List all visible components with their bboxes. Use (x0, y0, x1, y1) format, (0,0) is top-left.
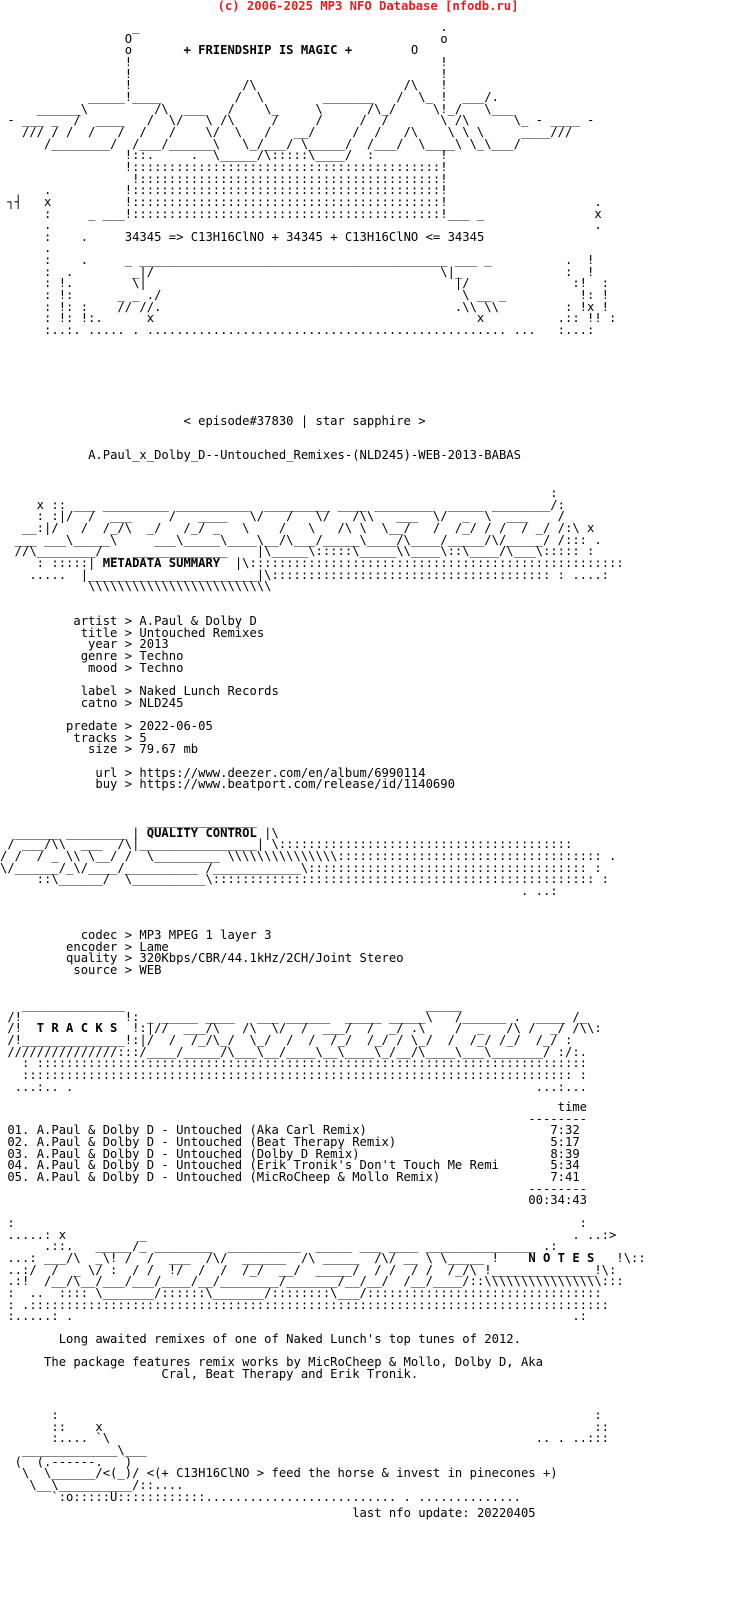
field-value[interactable]: https://www.beatport.com/release/id/1140690 (139, 777, 455, 792)
track-time: 7:41 (542, 1169, 580, 1184)
tracks-title: T R A C K S (36, 1021, 118, 1036)
field-key: size (0, 742, 118, 757)
notes-text (0, 1334, 543, 1381)
quality-title: QUALITY CONTROL (146, 825, 257, 840)
notes-header-art: : : .....: x _ . ..:> .::. _____/_ ________ __________ _____ ___ ____ _______________ .: ...: ___/\ _\! / / ___ /\/ ______ /\ _____ /\/ __ \ \_____ ! N O T E S !\:: ..:/ / _ \/ : / / !/ / / /_/ __/ _____/ / / / / /_/\ !______________!\: .:! /__/\__/___/___/____/__/________/_______/__/__/ /__/____/::\\\\\\\\\\\\\\\\::: : .. :::: \_______/::::::\_______/::::::::\___/:::::::::::::::::::::::::::::::: : .::::::::::::::::::::::::::::::::::::::::::::::::::::::::::::::::::::::::::::::: :.....: . .: (7, 1216, 646, 1324)
field-key: source (0, 962, 118, 977)
field-key: artist (0, 614, 118, 628)
track-time: 7:32 (542, 1123, 580, 1138)
track-number: 05. (0, 1169, 37, 1184)
field-row-predate: predate > 2022-06-05 (0, 718, 213, 733)
track-title: A.Paul & Dolby D - Untouched (MicRoCheep & Mollo Remix) (36, 1169, 543, 1184)
field-value: Untouched Remixes (139, 625, 265, 640)
track-title: A.Paul & Dolby D - Untouched (Beat Therapy Remix) (36, 1134, 543, 1149)
field-key: label (0, 683, 118, 698)
field-key: mood (0, 660, 118, 675)
episode-text: < episode#37830 | star sapphire > (183, 414, 426, 428)
field-row-genre: genre > Techno (0, 648, 184, 663)
field-row-size: size > 79.67 mb (0, 742, 199, 757)
copyright-header: (c) 2006-2025 MP3 NFO Database [nfodb.ru] (217, 0, 519, 13)
field-key: quality (0, 951, 118, 966)
field-key: title (0, 625, 118, 640)
field-row-mood: mood > Techno (0, 660, 184, 675)
field-key: url (0, 765, 118, 780)
footer-art: : : :: x :: :.... `\ .. . ..::: _____________\___ ( (.------. ) \ \______/<(_)/ <(+ C13H16ClNO > feed the horse & invest in pinecones +) \__\__________/::.... `:o:::::U::::::::::::.......................... . .............. (14, 1408, 610, 1504)
field-value: NLD245 (139, 695, 184, 710)
track-number: 03. (0, 1146, 37, 1161)
field-row-catno: catno > NLD245 (0, 695, 184, 710)
metadata-header-art: : x :: ___ _________ __________ _________ ____ ________ _____ ________/: : :|/ / ___ / ____ \/ / \/ /\\ ___ \/ _ \ ___ / __:|/ / /_/\ _/ /_/ _ \ / \ /\ \ \__/ / /_/ / / / _/ /:\ x ___ ___\_____\ ___\_____\____\__/\___/_____\____/\____/_____/\/_____/ /::: . //\________/ _ _____________ |\_____\:::::\_____\\____\::\____/\___\::::: : : :::::| METADATA SUMMARY |\::::::::::::::::::::::::::::::::::::::::::::::::::: ..... |_______________________|\:::::::::::::::::::::::::::::::::::::: : ....: \\\\\\\\\\\\\\\\\\\\\\\\\ (14, 486, 624, 594)
track-time: 8:39 (542, 1146, 580, 1161)
top-banner-art: _ . O o o + FRIENDSHIP IS MAGIC + O ! ! ! ! ! /\ /\ ! _____!____ / \ _______ / \_ ! ___/. ______\ /\ ___ / \_ \ /\_/ \!_/ \___ - ___ _ / ____ / \/ \ /\ / / / / \ /\ \_ - ____ - /// / / / / / / \/ \ / __/ / / /\ \ \ \ ____/// /________/ /___/______\ \_/___/ \_____/ /___/ \____\ \_\___/ !::. . \_____/\:::::\____/ : ! !::::::::::::::::::::::::::::::::::::::::::! !:::::::::::::::::::::::::::::::::::::::::! . !::::::::::::::::::::::::::::::::::::::::::! ┐┤ x !::::::::::::::::::::::::::::::::::::::::::! . : _ ___!::::::::::::::::::::::::::::::::::::::::::!___ _ x . . : . 34345 => C13H16ClNO + 34345 + C13H16ClNO <= 34345 . : . _ __________________________________________ ___ _ . ! : . _|/ \|_ : ! : !. \| |/ :! : : !: _ _ ./ \ __ _ !: ! : !: : // //. .\\ \\ : !x ! : !: !:. x x .:: !! : :..:. ..... . ................................................. ... :...: (7, 20, 617, 338)
field-value: A.Paul & Dolby D (139, 614, 257, 628)
field-row-encoder: encoder > Lame (0, 939, 169, 954)
release-name: A.Paul_x_Dolby_D--Untouched_Remixes-(NLD245)-WEB-2013-BABAS (88, 448, 521, 462)
field-key: year (0, 637, 118, 652)
track-title: A.Paul & Dolby D - Untouched (Aka Carl Remix) (36, 1123, 543, 1138)
track-number: 04. (0, 1158, 37, 1173)
field-row-buy: buy > https://www.beatport.com/release/id/1140690 (0, 777, 455, 792)
field-value: 2013 (139, 637, 169, 652)
field-key: genre (0, 648, 118, 663)
track-row (0, 1170, 580, 1184)
total-time: 00:34:43 (0, 1193, 587, 1208)
track-time: 5:17 (542, 1134, 580, 1149)
field-key: encoder (0, 939, 118, 954)
footer-tagline: <(+ C13H16ClNO > feed the horse & invest in pinecones +) (146, 1466, 558, 1481)
field-value: Techno (139, 660, 184, 675)
notes-line: The package features remix works by MicRoCheep & Mollo, Dolby D, Aka (0, 1355, 543, 1370)
field-key: buy (0, 777, 118, 792)
field-key: codec (0, 928, 118, 942)
quality-header-art: _______________ ______ ________ | QUALITY CONTROL |\ / ___/\\ ___ /\|________________| \:::::::::::::::::::::::::::::::::::::::: / / / _ \\ \__/ / \_________ \\\\\\\\\\\\\\\:::::::::::::::::::::::::::::::::::: . \/______/_\/____/__________ /____________\:::::::::::::::::::::::::::::::::::::: : ::\______/ \__________\:::::::::::::::::::::::::::::::::::::::::::::::::::: : . ..: (0, 814, 617, 898)
quality-fields (0, 930, 404, 977)
track-time: 5:34 (542, 1158, 580, 1173)
tracks-header-art: ______________ _____ /! !: _ _____ ____ ___ ______ _____ _____\ /______ . ____ /_ /! T R A C K S !:|// ___/\ /\ \/ / ___/ / _/ .\ / _ /\ / _/ /\\: /!______________!:|/ / /_/\_/ \_/ / / /_/ /_/ / \_/ / /_/ /_/ /_/ : ///////////////:::/____/_____/\___\__/____\__\____\_/__/\____\___\_______/ :/:. : ::::::::::::::::::::::::::::::::::::::::::::::::::::::::::::::::::::::::::: ::::::::::::::::::::::::::::::::::::::::::::::::::::::::::::::::::::::::::: : ...:.. . ...:... (7, 998, 602, 1094)
field-row-tracks: tracks > 5 (0, 730, 147, 745)
field-value: 2022-06-05 (139, 718, 213, 733)
tracks-list: time -------- 01. A.Paul & Dolby D - Untouched (Aka Carl Remix) 7:32 02. A.Paul & Dolby D - Untouched (Beat Therapy Remix) 5:17 03. A.Paul & Dolby D - Untouched (Dolby D Remix) 8:39 04. A.Paul & Dolby D - Untouched (Erik Tronik's Don't Touch Me Remi 5:34 05. A.Paul & Dolby D - Untouched (MicRoCheep & Mollo Remix) 7:41 -------- 00:34:43 (0, 1100, 587, 1208)
field-value: Naked Lunch Records (139, 683, 279, 698)
episode-line (0, 416, 426, 428)
track-title: A.Paul & Dolby D - Untouched (Dolby D Remix) (36, 1146, 543, 1161)
field-value: 79.67 mb (139, 742, 199, 757)
field-key: predate (0, 718, 118, 733)
notes-title: N O T E S (528, 1250, 595, 1265)
field-value: 320Kbps/CBR/44.1kHz/2CH/Joint Stereo (139, 951, 404, 966)
notes-line: Long awaited remixes of one of Naked Lunch's top tunes of 2012. (0, 1332, 521, 1346)
field-row-quality: quality > 320Kbps/CBR/44.1kHz/2CH/Joint Stereo (0, 951, 404, 966)
time-header: time (0, 1100, 587, 1114)
field-key: catno (0, 695, 118, 710)
field-value: WEB (139, 962, 162, 977)
slogan: + FRIENDSHIP IS MAGIC + (183, 43, 353, 58)
field-value: Lame (139, 939, 169, 954)
field-row-codec: codec > MP3 MPEG 1 layer 3 (0, 928, 272, 942)
field-row-title: title > Untouched Remixes (0, 625, 265, 640)
track-title: A.Paul & Dolby D - Untouched (Erik Tronik's Don't Touch Me Remi (36, 1158, 543, 1173)
last-update-line (0, 1508, 536, 1520)
last-update: last nfo update: 20220405 (352, 1506, 536, 1520)
metadata-title: METADATA SUMMARY (102, 555, 221, 570)
track-number: 02. (0, 1134, 37, 1149)
field-row-label: label > Naked Lunch Records (0, 683, 279, 698)
release-line (0, 450, 521, 462)
field-value: MP3 MPEG 1 layer 3 (139, 928, 272, 942)
field-value[interactable]: https://www.deezer.com/en/album/6990114 (139, 765, 426, 780)
field-value: 5 (139, 730, 147, 745)
track-number: 01. (0, 1123, 37, 1138)
field-row-year: year > 2013 (0, 637, 169, 652)
metadata-fields (0, 616, 455, 791)
notes-line: Cral, Beat Therapy and Erik Tronik. (0, 1366, 419, 1381)
field-row-source: source > WEB (0, 962, 162, 977)
field-value: Techno (139, 648, 184, 663)
field-row-url: url > https://www.deezer.com/en/album/6990114 (0, 765, 426, 780)
field-row-artist: artist > A.Paul & Dolby D (0, 614, 257, 628)
field-key: tracks (0, 730, 118, 745)
formula: 34345 => C13H16ClNO + 34345 + C13H16ClNO <= 34345 (124, 229, 485, 244)
